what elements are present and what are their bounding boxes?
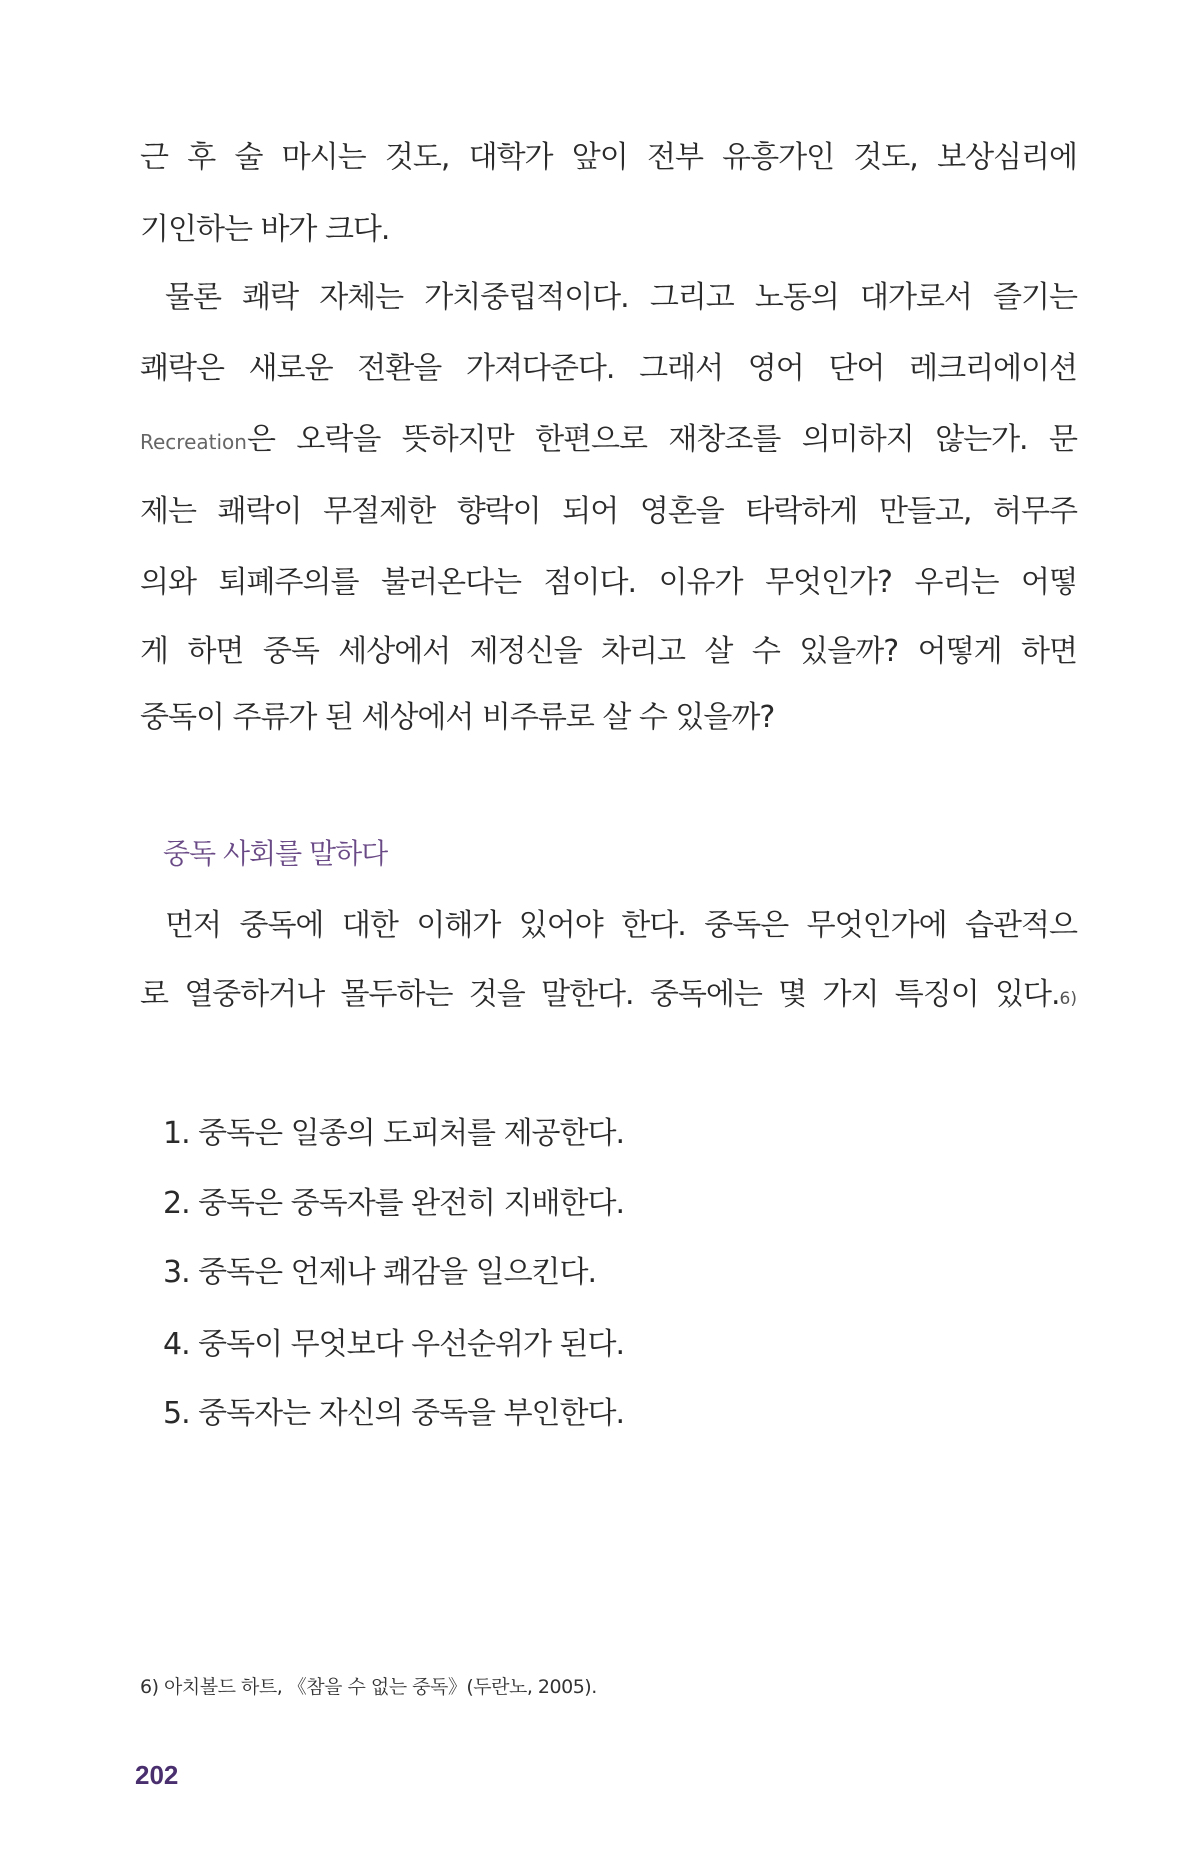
body-line: [140, 975, 1077, 1019]
list-item: 2. 중독은 중독자를 완전히 지배한다.: [163, 1186, 625, 1221]
list-item: 1. 중독은 일종의 도피처를 제공한다.: [163, 1116, 625, 1151]
list-item: 4. 중독이 무엇보다 우선순위가 된다.: [163, 1327, 625, 1362]
body-line: 제는 쾌락이 무절제한 향락이 되어 영혼을 타락하게 만들고, 허무주: [140, 494, 1077, 529]
list-item: 5. 중독자는 자신의 중독을 부인한다.: [163, 1396, 625, 1431]
body-line: 물론 쾌락 자체는 가치중립적이다. 그리고 노동의 대가로서 즐기는: [165, 280, 1077, 315]
recreation-gloss: Recreation: [140, 430, 247, 454]
body-line-text: 로 열중하거나 몰두하는 것을 말한다. 중독에는 몇 가지 특징이 있다.: [140, 977, 1060, 1012]
body-line: [140, 420, 1077, 462]
list-item: 3. 중독은 언제나 쾌감을 일으킨다.: [163, 1255, 597, 1290]
section-heading: 중독 사회를 말하다: [163, 837, 388, 870]
body-line: 근 후 술 마시는 것도, 대학가 앞이 전부 유흥가인 것도, 보상심리에: [140, 140, 1077, 175]
body-line: 중독이 주류가 된 세상에서 비주류로 살 수 있을까?: [140, 700, 775, 735]
body-line: 먼저 중독에 대한 이해가 있어야 한다. 중독은 무엇인가에 습관적으: [165, 908, 1077, 943]
footnote: 6) 아치볼드 하트, 《참을 수 없는 중독》(두란노, 2005).: [140, 1676, 597, 1698]
body-line: 쾌락은 새로운 전환을 가져다준다. 그래서 영어 단어 레크리에이션: [140, 351, 1077, 386]
body-line: 게 하면 중독 세상에서 제정신을 차리고 살 수 있을까? 어떻게 하면: [140, 634, 1077, 669]
page-number: 202: [135, 1760, 179, 1790]
body-line-text: 은 오락을 뜻하지만 한편으로 재창조를 의미하지 않는가. 문: [246, 422, 1077, 457]
body-line: 의와 퇴폐주의를 불러온다는 점이다. 이유가 무엇인가? 우리는 어떻: [140, 565, 1077, 600]
footnote-reference[interactable]: 6): [1059, 989, 1077, 1009]
body-line: 기인하는 바가 크다.: [140, 212, 390, 247]
